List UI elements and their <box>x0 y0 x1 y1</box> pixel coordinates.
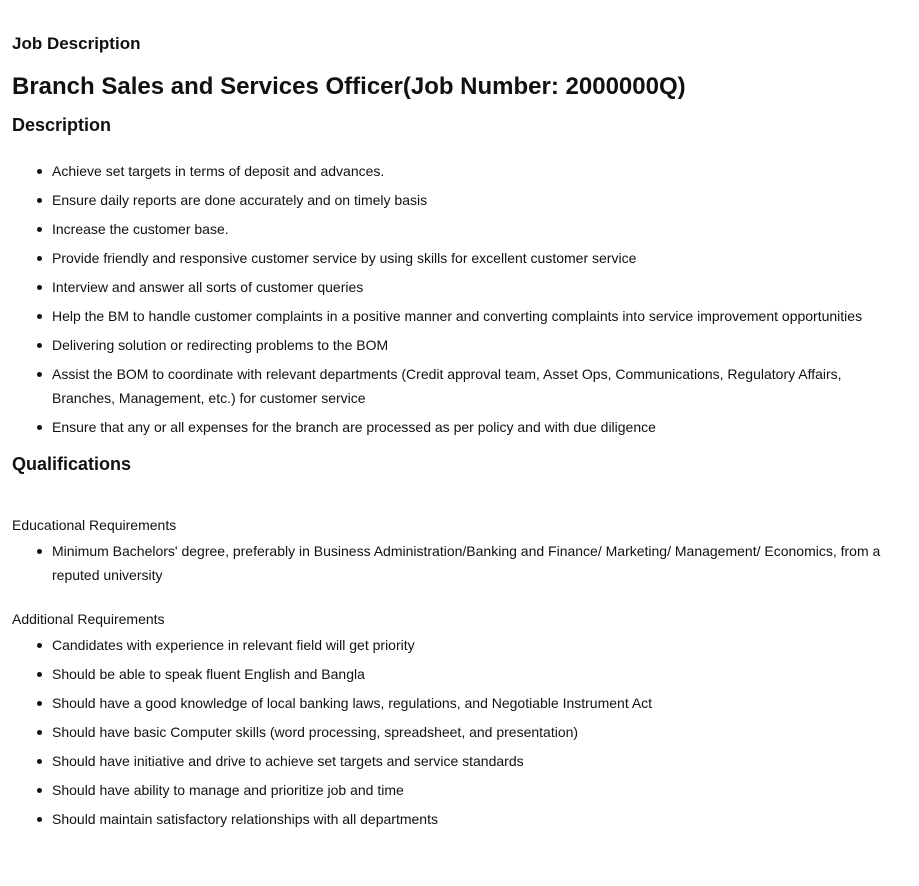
description-list <box>0 159 900 444</box>
description-item: Interview and answer all sorts of customer queries <box>0 275 900 299</box>
description-item: Assist the BOM to coordinate with relevant departments (Credit approval team, Asset Ops, Communications, Regulatory Affairs, Branches, Management, etc.) for customer service <box>0 362 900 410</box>
job-title: Branch Sales and Services Officer(Job Number: 2000000Q) <box>12 73 686 100</box>
additional-requirements-label: Additional Requirements <box>12 611 165 627</box>
description-item: Achieve set targets in terms of deposit and advances. <box>0 159 900 183</box>
description-item: Help the BM to handle customer complaints in a positive manner and converting complaints into service improvement opportunities <box>0 304 900 328</box>
educational-requirements-label: Educational Requirements <box>12 517 177 533</box>
additional-requirement-item: Should maintain satisfactory relationships with all departments <box>0 807 900 831</box>
additional-requirement-item: Candidates with experience in relevant field will get priority <box>0 633 900 657</box>
additional-requirement-item: Should have ability to manage and prioritize job and time <box>0 778 900 802</box>
page-section-label: Job Description <box>12 34 141 53</box>
additional-requirement-item: Should have basic Computer skills (word processing, spreadsheet, and presentation) <box>0 720 900 744</box>
description-item: Ensure that any or all expenses for the branch are processed as per policy and with due diligence <box>0 415 900 439</box>
description-item: Increase the customer base. <box>0 217 900 241</box>
description-item: Delivering solution or redirecting problems to the BOM <box>0 333 900 357</box>
description-item: Ensure daily reports are done accurately and on timely basis <box>0 188 900 212</box>
additional-requirement-item: Should have a good knowledge of local banking laws, regulations, and Negotiable Instrument Act <box>0 691 900 715</box>
description-item: Provide friendly and responsive customer service by using skills for excellent customer service <box>0 246 900 270</box>
additional-requirement-item: Should be able to speak fluent English and Bangla <box>0 662 900 686</box>
qualifications-heading: Qualifications <box>12 454 132 474</box>
educational-requirement-item: Minimum Bachelors' degree, preferably in Business Administration/Banking and Finance/ Marketing/ Management/ Economics, from a reputed university <box>0 539 900 587</box>
description-heading: Description <box>12 115 112 135</box>
additional-requirements-list <box>0 633 900 836</box>
additional-requirement-item: Should have initiative and drive to achieve set targets and service standards <box>0 749 900 773</box>
educational-requirements-list <box>0 539 900 587</box>
